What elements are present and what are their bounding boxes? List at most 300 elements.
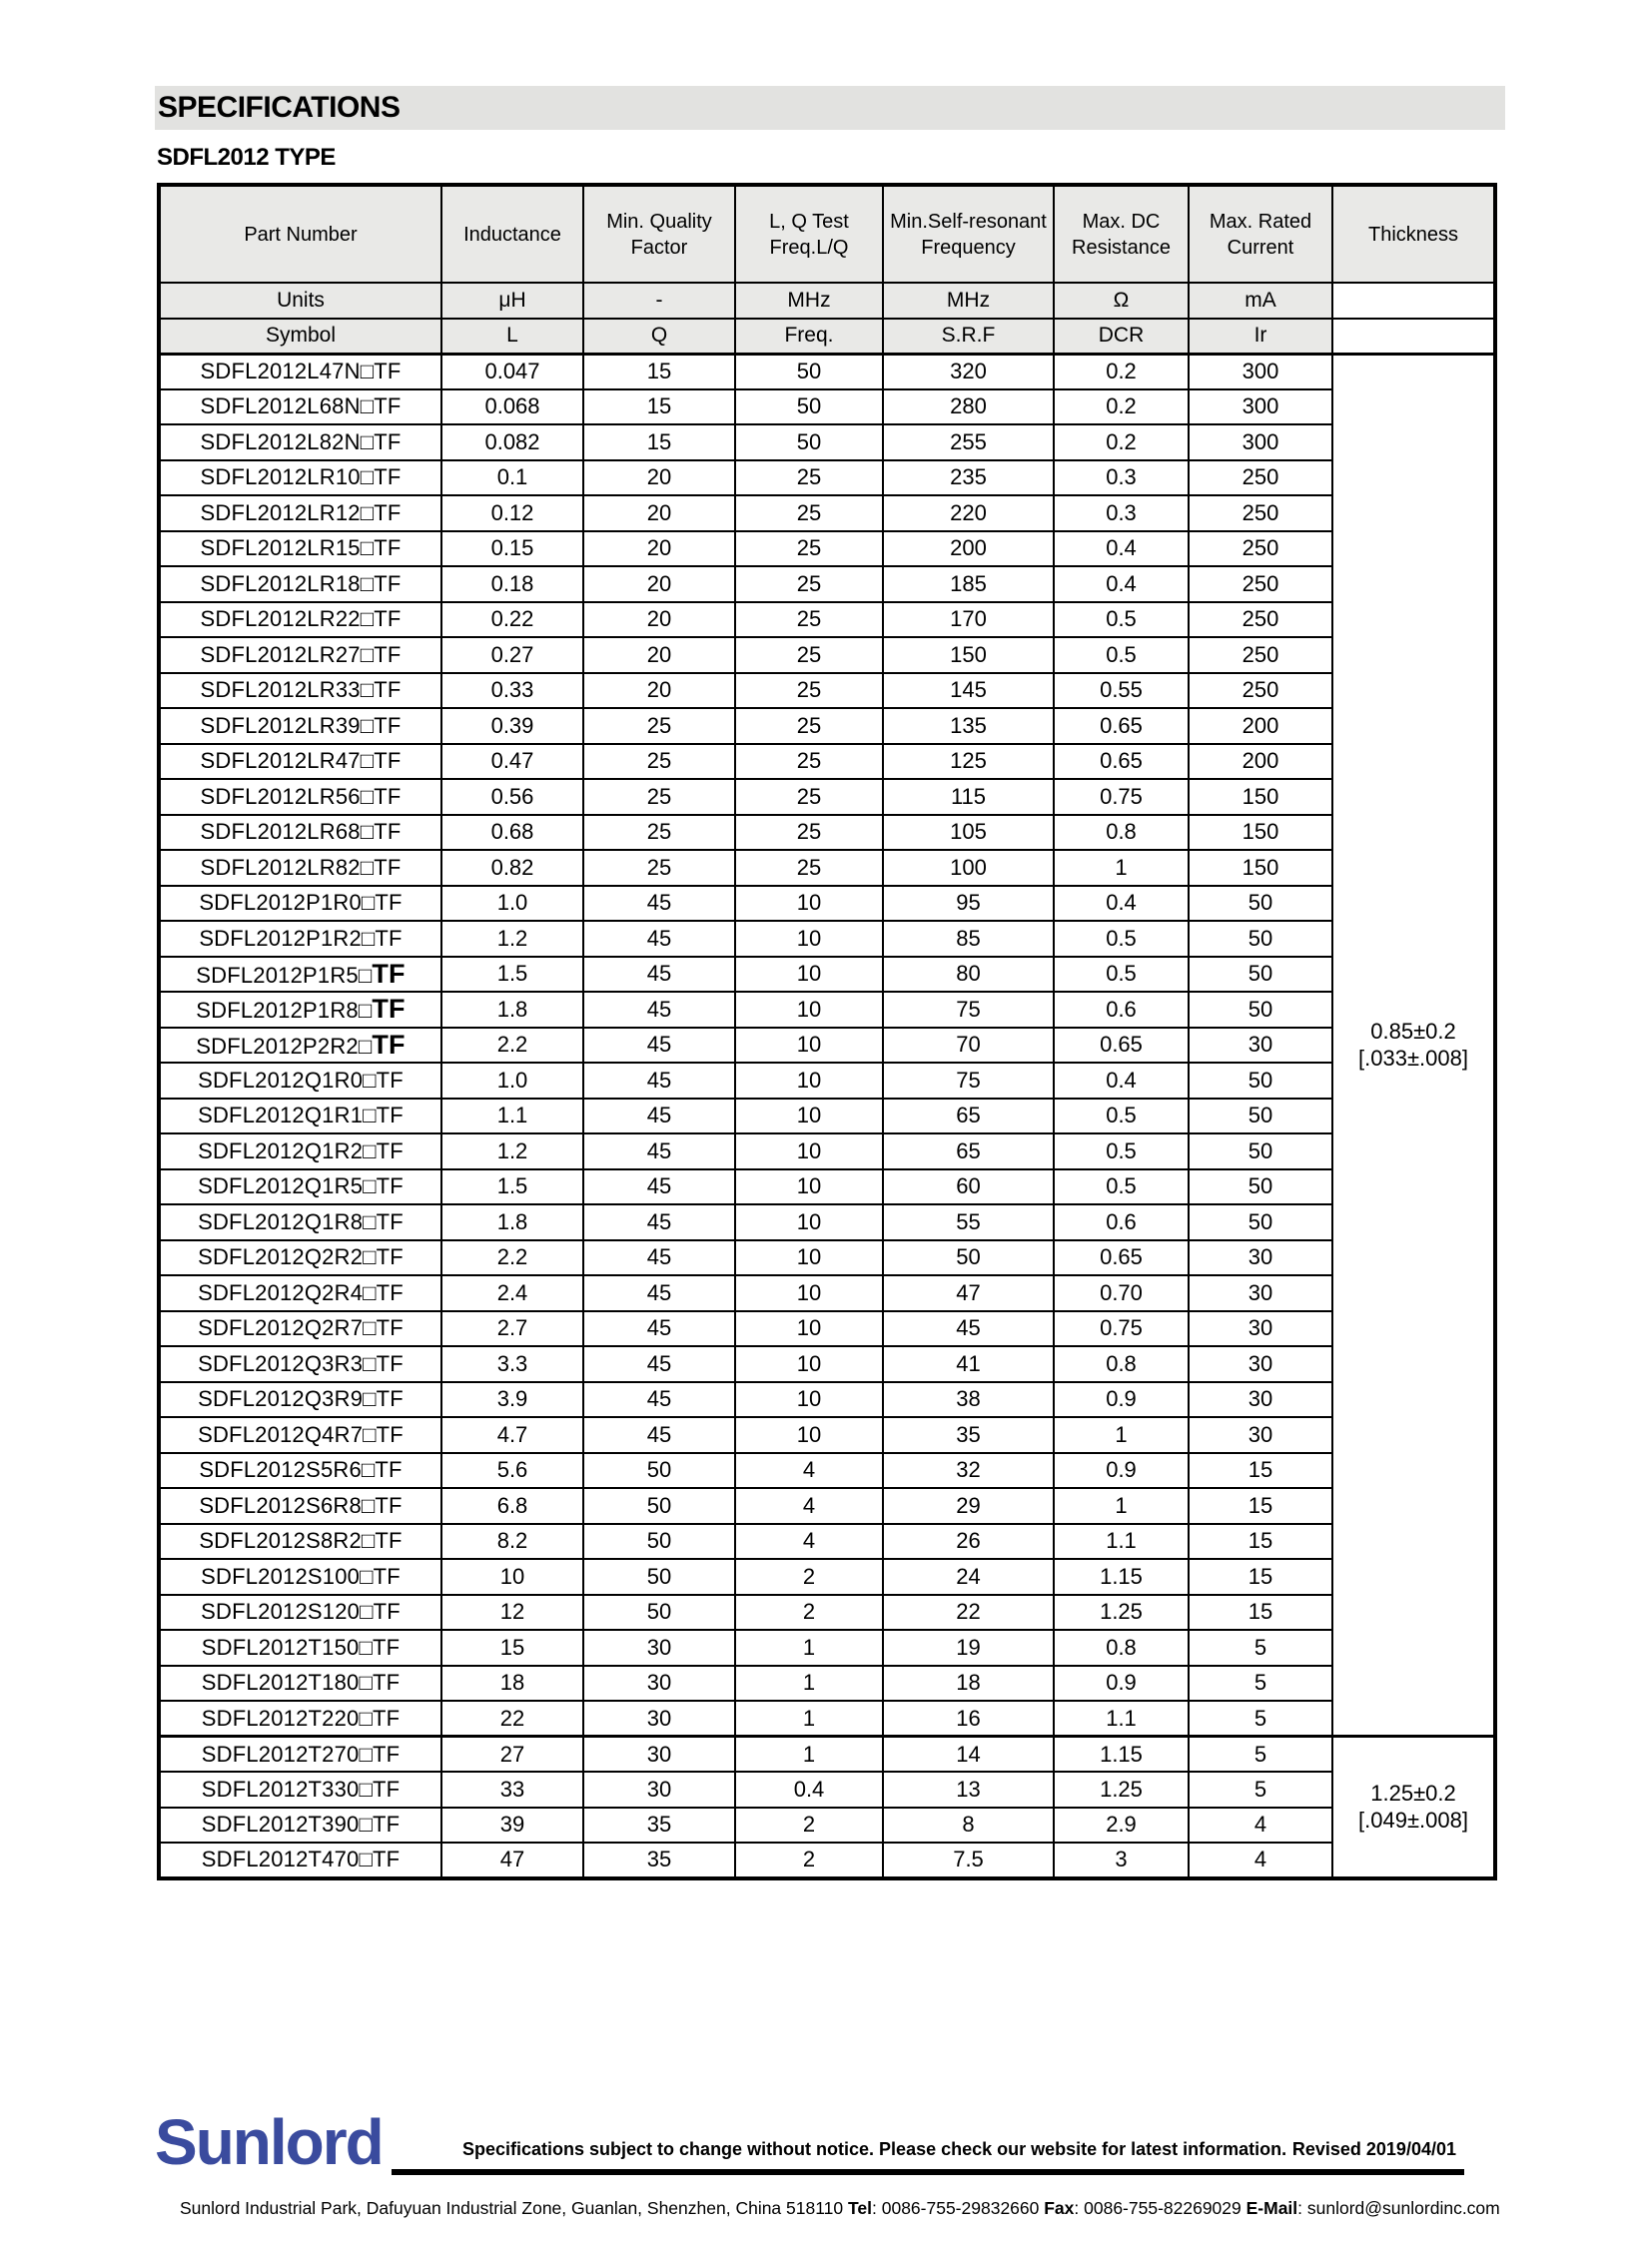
value-cell-5: 15 [1189, 1559, 1332, 1595]
value-cell-0: 0.47 [441, 744, 583, 780]
value-cell-4: 0.6 [1054, 992, 1189, 1028]
value-cell-2: 25 [735, 850, 883, 886]
value-cell-0: 0.82 [441, 850, 583, 886]
symbol-value-1: Q [583, 319, 735, 354]
part-number-cell: SDFL2012S100□TF [159, 1559, 441, 1595]
address-bold-label: Fax [1044, 2198, 1075, 2218]
value-cell-0: 15 [441, 1630, 583, 1666]
value-cell-5: 30 [1189, 1382, 1332, 1418]
part-number-cell: SDFL2012L82N□TF [159, 424, 441, 460]
part-number-cell: SDFL2012LR33□TF [159, 673, 441, 709]
value-cell-2: 2 [735, 1808, 883, 1844]
part-number-cell: SDFL2012LR39□TF [159, 708, 441, 744]
value-cell-3: 55 [883, 1204, 1054, 1240]
table-row [159, 1417, 1495, 1453]
value-cell-4: 0.65 [1054, 708, 1189, 744]
thickness-group-cell: 0.85±0.2 [.033±.008] [1332, 354, 1495, 1737]
table-row [159, 744, 1495, 780]
value-cell-3: 220 [883, 495, 1054, 531]
value-cell-4: 0.55 [1054, 673, 1189, 709]
value-cell-0: 2.2 [441, 1028, 583, 1064]
value-cell-1: 50 [583, 1595, 735, 1631]
value-cell-1: 30 [583, 1737, 735, 1773]
value-cell-5: 150 [1189, 815, 1332, 851]
value-cell-3: 41 [883, 1346, 1054, 1382]
part-number-cell: SDFL2012T470□TF [159, 1843, 441, 1878]
symbol-label: Symbol [159, 319, 441, 354]
value-cell-2: 25 [735, 637, 883, 673]
value-cell-4: 0.4 [1054, 1063, 1189, 1099]
value-cell-4: 0.4 [1054, 886, 1189, 922]
table-row [159, 1701, 1495, 1737]
column-header-min-quality-factor: Min. Quality Factor [583, 185, 735, 283]
value-cell-0: 47 [441, 1843, 583, 1878]
part-number-cell: SDFL2012L47N□TF [159, 354, 441, 389]
value-cell-5: 250 [1189, 673, 1332, 709]
part-number-cell: SDFL2012P1R8□TF [159, 992, 441, 1028]
table-row [159, 957, 1495, 993]
value-cell-5: 15 [1189, 1595, 1332, 1631]
value-cell-4: 0.4 [1054, 531, 1189, 567]
value-cell-1: 50 [583, 1488, 735, 1524]
value-cell-4: 0.8 [1054, 1346, 1189, 1382]
table-row [159, 1772, 1495, 1808]
part-number-cell: SDFL2012Q1R2□TF [159, 1133, 441, 1169]
value-cell-4: 1 [1054, 850, 1189, 886]
big-tf-suffix: TF [372, 994, 406, 1025]
value-cell-5: 200 [1189, 744, 1332, 780]
value-cell-5: 250 [1189, 566, 1332, 602]
value-cell-4: 0.5 [1054, 1133, 1189, 1169]
value-cell-2: 25 [735, 779, 883, 815]
table-row [159, 1524, 1495, 1560]
value-cell-3: 32 [883, 1453, 1054, 1489]
table-symbol-row [159, 319, 1495, 354]
table-row [159, 1595, 1495, 1631]
value-cell-2: 50 [735, 424, 883, 460]
part-number-cell: SDFL2012S120□TF [159, 1595, 441, 1631]
value-cell-2: 25 [735, 673, 883, 709]
part-number-cell: SDFL2012LR68□TF [159, 815, 441, 851]
part-number-cell: SDFL2012LR12□TF [159, 495, 441, 531]
value-cell-5: 5 [1189, 1666, 1332, 1702]
specifications-table [157, 183, 1497, 1880]
table-row [159, 1843, 1495, 1878]
value-cell-2: 10 [735, 886, 883, 922]
value-cell-1: 20 [583, 460, 735, 496]
value-cell-5: 50 [1189, 1099, 1332, 1134]
value-cell-5: 300 [1189, 354, 1332, 389]
value-cell-4: 0.9 [1054, 1382, 1189, 1418]
part-number-cell: SDFL2012Q3R9□TF [159, 1382, 441, 1418]
value-cell-2: 10 [735, 957, 883, 993]
value-cell-1: 45 [583, 1204, 735, 1240]
value-cell-3: 70 [883, 1028, 1054, 1064]
footer-disclaimer [462, 2139, 1456, 2160]
value-cell-5: 15 [1189, 1488, 1332, 1524]
value-cell-4: 0.9 [1054, 1666, 1189, 1702]
value-cell-5: 50 [1189, 957, 1332, 993]
value-cell-4: 0.65 [1054, 1240, 1189, 1276]
value-cell-2: 10 [735, 1346, 883, 1382]
part-number-cell: SDFL2012S6R8□TF [159, 1488, 441, 1524]
value-cell-0: 1.5 [441, 957, 583, 993]
value-cell-5: 250 [1189, 531, 1332, 567]
table-row [159, 531, 1495, 567]
value-cell-1: 45 [583, 1382, 735, 1418]
value-cell-5: 250 [1189, 602, 1332, 638]
value-cell-5: 250 [1189, 495, 1332, 531]
value-cell-1: 25 [583, 815, 735, 851]
table-row [159, 886, 1495, 922]
value-cell-3: 100 [883, 850, 1054, 886]
value-cell-1: 25 [583, 744, 735, 780]
value-cell-5: 30 [1189, 1275, 1332, 1311]
value-cell-2: 10 [735, 1240, 883, 1276]
value-cell-0: 0.22 [441, 602, 583, 638]
value-cell-4: 0.5 [1054, 1099, 1189, 1134]
address-text: : sunlord@sunlordinc.com [1297, 2198, 1500, 2218]
value-cell-0: 5.6 [441, 1453, 583, 1489]
column-header-part-number: Part Number [159, 185, 441, 283]
value-cell-0: 1.2 [441, 1133, 583, 1169]
value-cell-2: 2 [735, 1843, 883, 1878]
address-text: Sunlord Industrial Park, Dafuyuan Industrial Zone, Guanlan, Shenzhen, China 518110 [180, 2198, 848, 2218]
value-cell-3: 50 [883, 1240, 1054, 1276]
value-cell-2: 1 [735, 1630, 883, 1666]
value-cell-3: 19 [883, 1630, 1054, 1666]
specifications-header-bar [155, 86, 1505, 130]
column-header-min-self-resonant-frequency: Min.Self-resonant Frequency [883, 185, 1054, 283]
value-cell-5: 250 [1189, 637, 1332, 673]
table-row [159, 1382, 1495, 1418]
value-cell-5: 300 [1189, 389, 1332, 425]
value-cell-2: 10 [735, 1275, 883, 1311]
value-cell-4: 3 [1054, 1843, 1189, 1878]
symbol-value-5: Ir [1189, 319, 1332, 354]
value-cell-0: 1.8 [441, 1204, 583, 1240]
value-cell-0: 0.56 [441, 779, 583, 815]
value-cell-0: 0.15 [441, 531, 583, 567]
value-cell-1: 15 [583, 389, 735, 425]
part-number-cell: SDFL2012LR56□TF [159, 779, 441, 815]
value-cell-4: 1.15 [1054, 1559, 1189, 1595]
value-cell-2: 25 [735, 566, 883, 602]
value-cell-4: 0.6 [1054, 1204, 1189, 1240]
value-cell-0: 1.1 [441, 1099, 583, 1134]
value-cell-0: 0.047 [441, 354, 583, 389]
value-cell-1: 45 [583, 1417, 735, 1453]
value-cell-1: 50 [583, 1559, 735, 1595]
value-cell-1: 35 [583, 1843, 735, 1878]
value-cell-0: 1.0 [441, 886, 583, 922]
value-cell-3: 95 [883, 886, 1054, 922]
part-number-cell: SDFL2012Q1R1□TF [159, 1099, 441, 1134]
value-cell-5: 200 [1189, 708, 1332, 744]
table-row [159, 673, 1495, 709]
table-row [159, 1099, 1495, 1134]
part-number-cell: SDFL2012LR27□TF [159, 637, 441, 673]
table-row [159, 566, 1495, 602]
symbol-thickness-blank [1332, 319, 1495, 354]
value-cell-4: 0.5 [1054, 921, 1189, 957]
table-row [159, 779, 1495, 815]
units-label: Units [159, 283, 441, 319]
column-header-lq-test-freq: L, Q Test Freq.L/Q [735, 185, 883, 283]
value-cell-5: 50 [1189, 1204, 1332, 1240]
value-cell-2: 10 [735, 1169, 883, 1205]
value-cell-3: 60 [883, 1169, 1054, 1205]
value-cell-2: 25 [735, 815, 883, 851]
table-row [159, 495, 1495, 531]
value-cell-0: 0.18 [441, 566, 583, 602]
value-cell-1: 45 [583, 886, 735, 922]
value-cell-3: 280 [883, 389, 1054, 425]
value-cell-4: 0.5 [1054, 637, 1189, 673]
value-cell-0: 4.7 [441, 1417, 583, 1453]
value-cell-0: 0.082 [441, 424, 583, 460]
revised-date: Revised 2019/04/01 [1291, 2139, 1456, 2159]
value-cell-1: 30 [583, 1772, 735, 1808]
value-cell-4: 0.5 [1054, 602, 1189, 638]
table-row [159, 1204, 1495, 1240]
value-cell-1: 20 [583, 637, 735, 673]
value-cell-1: 45 [583, 992, 735, 1028]
value-cell-3: 150 [883, 637, 1054, 673]
value-cell-4: 1.1 [1054, 1701, 1189, 1737]
value-cell-2: 25 [735, 495, 883, 531]
value-cell-1: 45 [583, 1240, 735, 1276]
value-cell-4: 0.5 [1054, 1169, 1189, 1205]
value-cell-1: 20 [583, 495, 735, 531]
table-row [159, 1737, 1495, 1773]
part-number-cell: SDFL2012S8R2□TF [159, 1524, 441, 1560]
value-cell-3: 65 [883, 1099, 1054, 1134]
value-cell-3: 14 [883, 1737, 1054, 1773]
value-cell-1: 50 [583, 1453, 735, 1489]
value-cell-2: 10 [735, 921, 883, 957]
part-number-cell: SDFL2012Q2R7□TF [159, 1311, 441, 1347]
table-header-row [159, 185, 1495, 283]
value-cell-2: 1 [735, 1737, 883, 1773]
value-cell-3: 7.5 [883, 1843, 1054, 1878]
table-row [159, 992, 1495, 1028]
part-number-cell: SDFL2012Q4R7□TF [159, 1417, 441, 1453]
value-cell-0: 8.2 [441, 1524, 583, 1560]
value-cell-1: 20 [583, 602, 735, 638]
value-cell-2: 10 [735, 992, 883, 1028]
value-cell-1: 20 [583, 566, 735, 602]
value-cell-1: 45 [583, 1311, 735, 1347]
table-row [159, 1063, 1495, 1099]
value-cell-5: 250 [1189, 460, 1332, 496]
value-cell-4: 1.1 [1054, 1524, 1189, 1560]
value-cell-1: 25 [583, 779, 735, 815]
footer-divider-rule [392, 2169, 1464, 2175]
value-cell-3: 170 [883, 602, 1054, 638]
column-header-max-dc-resistance: Max. DC Resistance [1054, 185, 1189, 283]
value-cell-5: 150 [1189, 850, 1332, 886]
value-cell-2: 10 [735, 1311, 883, 1347]
units-value-3: MHz [883, 283, 1054, 319]
value-cell-0: 22 [441, 1701, 583, 1737]
value-cell-3: 235 [883, 460, 1054, 496]
value-cell-2: 10 [735, 1063, 883, 1099]
part-number-cell: SDFL2012T390□TF [159, 1808, 441, 1844]
value-cell-1: 45 [583, 1169, 735, 1205]
table-row [159, 460, 1495, 496]
address-bold-label: E-Mail [1245, 2198, 1298, 2218]
table-units-row [159, 283, 1495, 319]
value-cell-2: 0.4 [735, 1772, 883, 1808]
value-cell-1: 15 [583, 424, 735, 460]
value-cell-0: 1.8 [441, 992, 583, 1028]
value-cell-1: 25 [583, 708, 735, 744]
table-row [159, 1346, 1495, 1382]
value-cell-0: 2.4 [441, 1275, 583, 1311]
part-number-cell: SDFL2012LR22□TF [159, 602, 441, 638]
value-cell-5: 50 [1189, 1169, 1332, 1205]
value-cell-3: 75 [883, 1063, 1054, 1099]
value-cell-4: 0.65 [1054, 1028, 1189, 1064]
value-cell-0: 33 [441, 1772, 583, 1808]
value-cell-2: 10 [735, 1417, 883, 1453]
value-cell-3: 200 [883, 531, 1054, 567]
value-cell-0: 1.5 [441, 1169, 583, 1205]
value-cell-5: 30 [1189, 1028, 1332, 1064]
value-cell-3: 320 [883, 354, 1054, 389]
section-title: SPECIFICATIONS [158, 91, 401, 124]
value-cell-4: 0.4 [1054, 566, 1189, 602]
value-cell-5: 15 [1189, 1453, 1332, 1489]
value-cell-3: 185 [883, 566, 1054, 602]
value-cell-4: 0.75 [1054, 779, 1189, 815]
value-cell-4: 1 [1054, 1488, 1189, 1524]
value-cell-0: 1.0 [441, 1063, 583, 1099]
value-cell-4: 0.3 [1054, 495, 1189, 531]
value-cell-2: 4 [735, 1453, 883, 1489]
value-cell-3: 125 [883, 744, 1054, 780]
part-number-cell: SDFL2012S5R6□TF [159, 1453, 441, 1489]
part-number-cell: SDFL2012L68N□TF [159, 389, 441, 425]
value-cell-4: 1 [1054, 1417, 1189, 1453]
value-cell-4: 0.65 [1054, 744, 1189, 780]
address-bold-label: Tel [848, 2198, 872, 2218]
value-cell-2: 50 [735, 389, 883, 425]
value-cell-5: 50 [1189, 992, 1332, 1028]
value-cell-3: 35 [883, 1417, 1054, 1453]
value-cell-1: 30 [583, 1666, 735, 1702]
value-cell-4: 1.25 [1054, 1772, 1189, 1808]
value-cell-4: 0.75 [1054, 1311, 1189, 1347]
address-text: : 0086-755-82269029 [1074, 2198, 1246, 2218]
value-cell-1: 30 [583, 1630, 735, 1666]
table-row [159, 1275, 1495, 1311]
units-value-0: μH [441, 283, 583, 319]
value-cell-3: 115 [883, 779, 1054, 815]
part-number-cell: SDFL2012P1R5□TF [159, 957, 441, 993]
part-number-cell: SDFL2012Q2R4□TF [159, 1275, 441, 1311]
table-row [159, 637, 1495, 673]
value-cell-5: 5 [1189, 1737, 1332, 1773]
value-cell-3: 29 [883, 1488, 1054, 1524]
value-cell-5: 30 [1189, 1417, 1332, 1453]
value-cell-0: 39 [441, 1808, 583, 1844]
value-cell-0: 6.8 [441, 1488, 583, 1524]
value-cell-0: 0.27 [441, 637, 583, 673]
part-number-cell: SDFL2012P1R0□TF [159, 886, 441, 922]
value-cell-4: 1.25 [1054, 1595, 1189, 1631]
column-header-inductance: Inductance [441, 185, 583, 283]
value-cell-0: 2.7 [441, 1311, 583, 1347]
table-row [159, 850, 1495, 886]
value-cell-3: 8 [883, 1808, 1054, 1844]
value-cell-2: 4 [735, 1488, 883, 1524]
value-cell-1: 35 [583, 1808, 735, 1844]
value-cell-0: 1.2 [441, 921, 583, 957]
value-cell-2: 25 [735, 602, 883, 638]
value-cell-3: 16 [883, 1701, 1054, 1737]
value-cell-2: 10 [735, 1382, 883, 1418]
value-cell-5: 5 [1189, 1772, 1332, 1808]
value-cell-3: 24 [883, 1559, 1054, 1595]
table-row [159, 708, 1495, 744]
value-cell-0: 0.33 [441, 673, 583, 709]
value-cell-3: 145 [883, 673, 1054, 709]
disclaimer-text: Specifications subject to change without notice. Please check our website for latest information. [462, 2139, 1287, 2159]
value-cell-3: 38 [883, 1382, 1054, 1418]
big-tf-suffix: TF [372, 1029, 406, 1060]
value-cell-0: 10 [441, 1559, 583, 1595]
value-cell-1: 25 [583, 850, 735, 886]
value-cell-5: 50 [1189, 1063, 1332, 1099]
table-row [159, 424, 1495, 460]
table-row [159, 1808, 1495, 1844]
part-number-cell: SDFL2012LR82□TF [159, 850, 441, 886]
value-cell-1: 45 [583, 1099, 735, 1134]
units-value-2: MHz [735, 283, 883, 319]
table-row [159, 1453, 1495, 1489]
footer-address [180, 2198, 1498, 2219]
units-value-5: mA [1189, 283, 1332, 319]
value-cell-5: 50 [1189, 1133, 1332, 1169]
part-number-cell: SDFL2012LR15□TF [159, 531, 441, 567]
thickness-group-cell: 1.25±0.2 [.049±.008] [1332, 1737, 1495, 1878]
value-cell-0: 0.1 [441, 460, 583, 496]
value-cell-5: 50 [1189, 921, 1332, 957]
value-cell-5: 300 [1189, 424, 1332, 460]
table-row [159, 1133, 1495, 1169]
column-header-max-rated-current: Max. Rated Current [1189, 185, 1332, 283]
value-cell-3: 18 [883, 1666, 1054, 1702]
value-cell-3: 13 [883, 1772, 1054, 1808]
value-cell-1: 45 [583, 921, 735, 957]
value-cell-0: 3.9 [441, 1382, 583, 1418]
value-cell-4: 0.5 [1054, 957, 1189, 993]
table-row [159, 1240, 1495, 1276]
value-cell-4: 0.8 [1054, 815, 1189, 851]
value-cell-2: 25 [735, 460, 883, 496]
table-row [159, 1630, 1495, 1666]
value-cell-4: 0.2 [1054, 354, 1189, 389]
address-text: : 0086-755-29832660 [872, 2198, 1045, 2218]
value-cell-0: 18 [441, 1666, 583, 1702]
value-cell-2: 10 [735, 1204, 883, 1240]
value-cell-4: 0.3 [1054, 460, 1189, 496]
part-number-cell: SDFL2012T220□TF [159, 1701, 441, 1737]
value-cell-2: 2 [735, 1559, 883, 1595]
sunlord-logo: Sunlord [155, 2106, 383, 2178]
